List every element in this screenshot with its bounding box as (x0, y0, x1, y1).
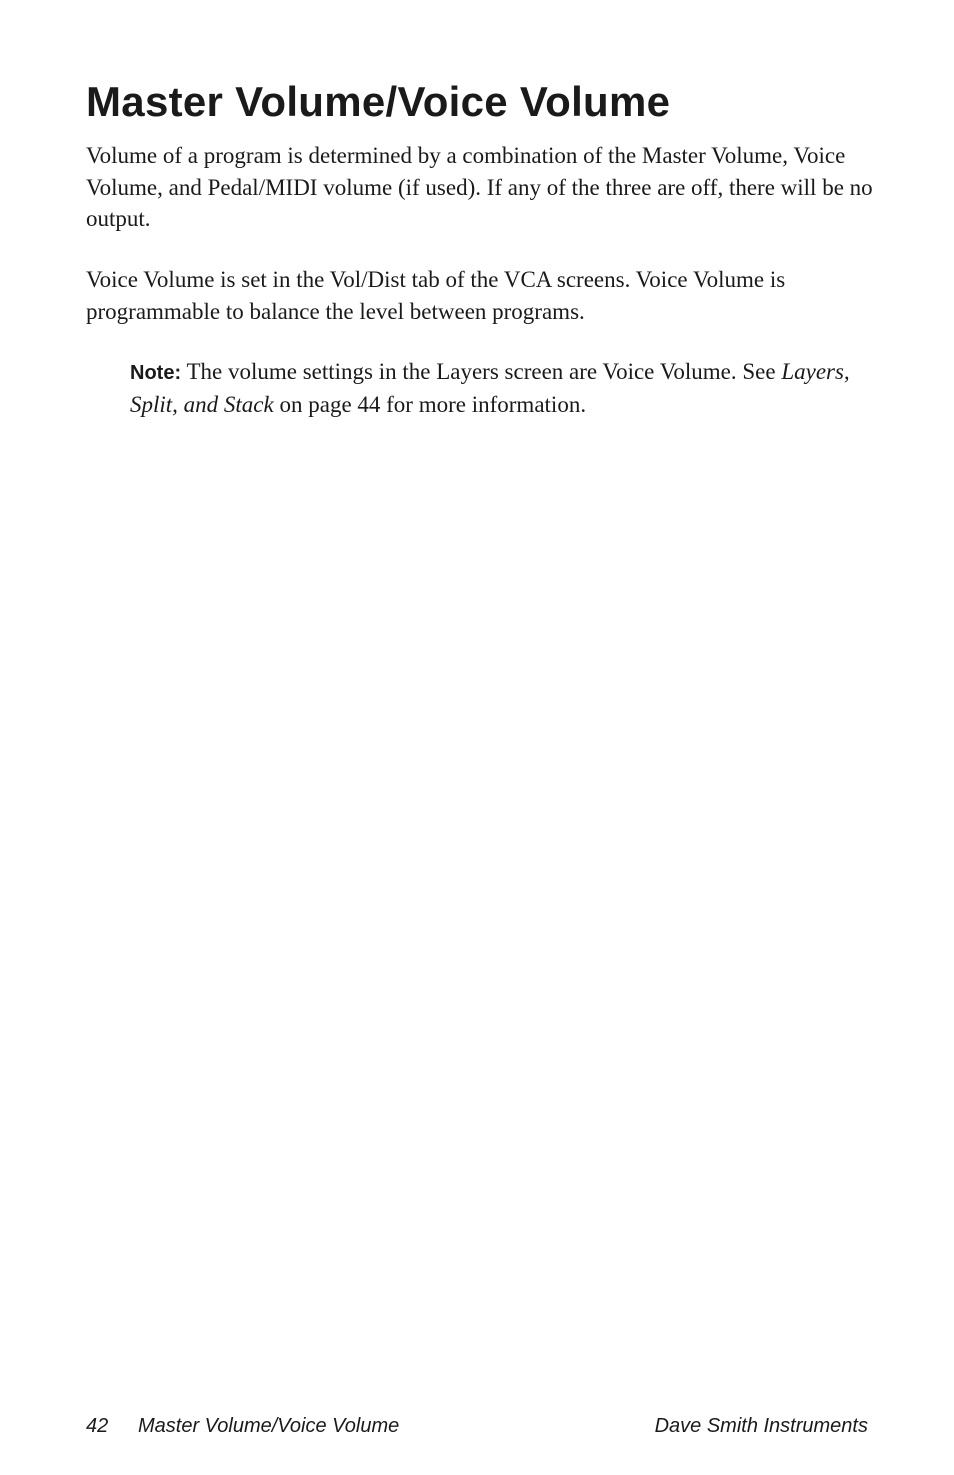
note-label: Note: (130, 362, 182, 384)
note-text-after: on page 44 for more information. (273, 392, 587, 417)
paragraph-voice-volume: Voice Volume is set in the Vol/Dist tab of the VCA screens. Voice Volume is programmable to balance the level between programs. (86, 267, 786, 324)
footer-brand: Dave Smith Instruments (654, 1415, 868, 1437)
page-title: Master Volume/Voice Volume (86, 78, 671, 125)
footer-page-number: 42 (86, 1415, 109, 1437)
paragraph-volume-combination: Volume of a program is determined by a combination of the Master Volume, Voice Volume, and Pedal/MIDI volume (if used). If any of the three are off, there will be no output. (86, 143, 873, 231)
note-text-before: The volume settings in the Layers screen are Voice Volume. See (181, 359, 782, 384)
note-block (130, 356, 870, 421)
footer-section-title: Master Volume/Voice Volume (138, 1415, 400, 1437)
page-footer (86, 1412, 868, 1440)
note-cross-reference-link[interactable]: Layers, Split, and Stack (130, 359, 850, 417)
